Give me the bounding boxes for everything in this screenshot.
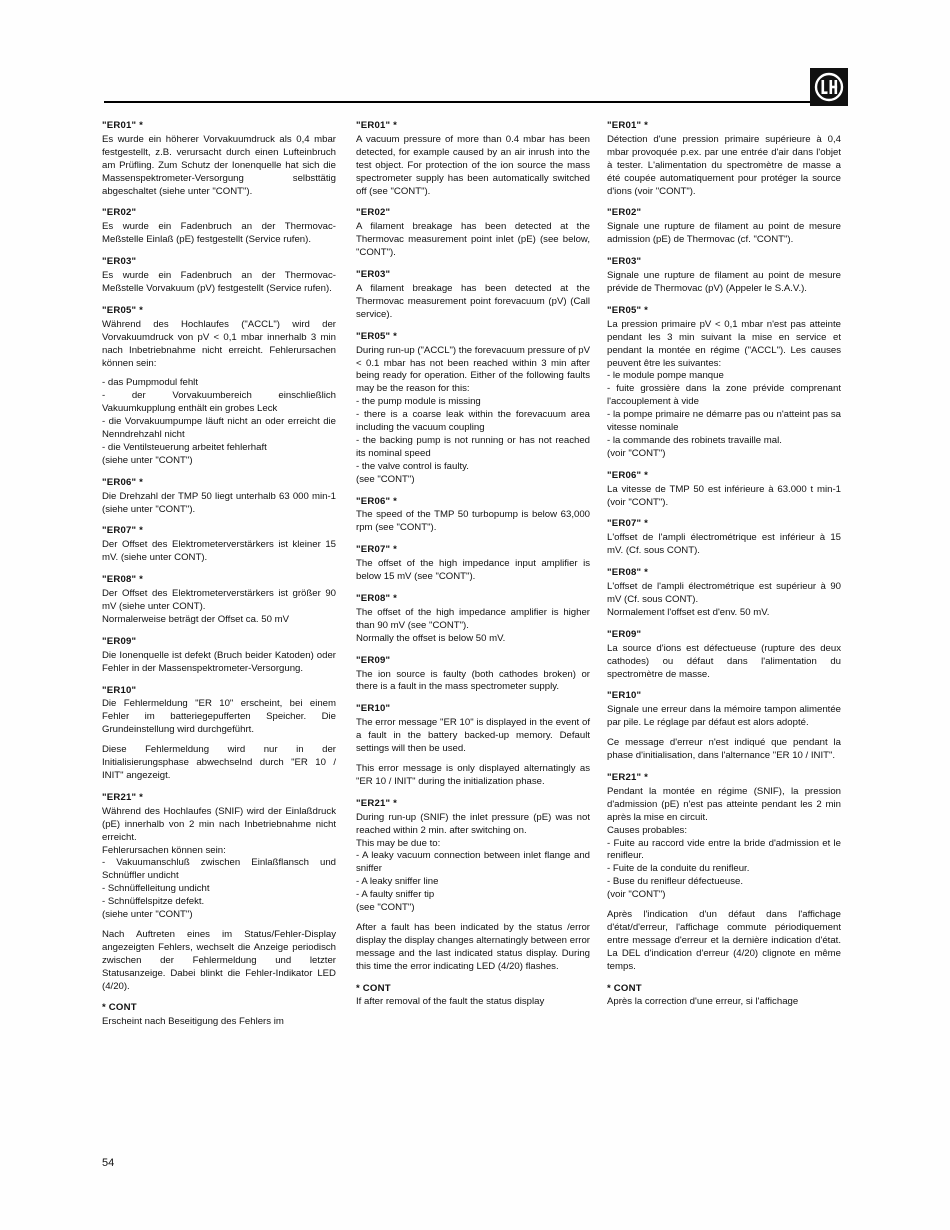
error-description: Die Fehlermeldung "ER 10" erscheint, bei einem Fehler im batteriegepufferten Speicher. Die Grundeinstellung wird durchgeführt. [102, 698, 336, 736]
paragraph-gap [102, 370, 336, 377]
error-code: "ER09" [356, 654, 391, 666]
error-entry [102, 256, 336, 296]
error-description: Es wurde ein Fadenbruch an der Thermovac-Meßstelle Vorvakuum (pV) festgestellt (Service rufen). [102, 270, 336, 294]
error-entry [607, 120, 841, 198]
error-entry [607, 470, 841, 510]
error-description: A filament breakage has been detected at the Thermovac measurement point inlet (pE) (see below, "CONT"). [356, 221, 590, 259]
paragraph-gap [356, 756, 590, 763]
error-description: The error message "ER 10" is displayed in the event of a fault in the battery backed-up memory. Default settings will then be used. [356, 717, 590, 755]
error-entry [356, 207, 590, 260]
error-code: "ER03" [102, 256, 137, 268]
error-description: Après la correction d'une erreur, si l'affichage [607, 996, 799, 1008]
error-entry [607, 983, 841, 1010]
error-description: Signale une rupture de filament au point de mesure prévide de Thermovac (pV) (Appeler le S.A.V.). [607, 270, 841, 294]
error-code: * CONT [356, 982, 391, 994]
error-entry [356, 496, 590, 536]
error-entry [102, 636, 336, 676]
error-code: "ER09" [607, 628, 642, 640]
error-entry [607, 772, 841, 974]
error-entry [102, 525, 336, 565]
error-entry [102, 477, 336, 517]
error-code: "ER07" * [607, 518, 649, 530]
error-entry [356, 703, 590, 788]
error-entry [607, 518, 841, 558]
error-entry [102, 792, 336, 994]
error-entry [102, 574, 336, 627]
error-description: The speed of the TMP 50 turbopump is below 63,000 rpm (see "CONT"). [356, 509, 590, 534]
error-description: Die Drehzahl der TMP 50 liegt unterhalb 63 000 min-1 (siehe unter "CONT"). [102, 490, 336, 515]
error-code: "ER03" [607, 256, 642, 268]
error-entry [607, 567, 841, 620]
error-description: La vitesse de TMP 50 est inférieure à 63.000 t min-1 (voir "CONT"). [607, 483, 841, 508]
error-entry [356, 269, 590, 322]
error-entry [607, 690, 841, 763]
error-entry [607, 629, 841, 682]
error-code: "ER06" * [607, 469, 649, 481]
error-description: L'offset de l'ampli électrométrique est inférieur à 15 mV. (Cf. sous CONT). [607, 532, 841, 557]
error-description: If after removal of the fault the status display [356, 996, 545, 1008]
error-entry [356, 120, 590, 198]
error-code: "ER10" [102, 684, 137, 696]
error-entry [102, 305, 336, 468]
paragraph-gap [607, 730, 841, 737]
error-description: Es wurde ein höherer Vorvakuumdruck als 0,4 mbar festgestellt, z.B. verursacht durch einen Lufteinbruch am Prüfling. Zum Schutz der Ionenquelle hat sich die Massenspektrometer-Versorgung selbsttätig abgeschaltet (siehe unter "CONT"). [102, 133, 336, 197]
error-entry [607, 256, 841, 296]
paragraph-gap [102, 922, 336, 929]
error-code: "ER09" [102, 635, 137, 647]
column-french [607, 120, 841, 1018]
error-code: "ER07" * [356, 544, 398, 556]
error-description: La source d'ions est défectueuse (rupture des deux cathodes) ou défaut dans l'alimentation du spectromètre de masse. [607, 642, 841, 680]
error-description: Après l'indication d'un défaut dans l'affichage d'état/d'erreur, l'affichage commute périodiquement entre message d'erreur et la dernière indication d'état. La DEL d'indication d'erreur (4/20) clignote en même temps. [607, 909, 841, 972]
error-description: Erscheint nach Beseitigung des Fehlers im [102, 1016, 284, 1028]
error-entry [102, 1002, 336, 1029]
error-entry [356, 544, 590, 584]
paragraph-gap [356, 915, 590, 922]
error-code: "ER01" * [356, 120, 398, 131]
error-entry [356, 593, 590, 646]
error-code: "ER01" * [102, 120, 144, 131]
page-number: 54 [102, 1157, 115, 1169]
error-code: "ER01" * [607, 120, 649, 131]
error-code: "ER08" * [356, 593, 398, 604]
error-code: "ER08" * [102, 574, 144, 586]
error-description: Signale une rupture de filament au point de mesure admission (pE) de Thermovac (cf. "CONT"). [607, 221, 841, 246]
error-description: L'offset de l'ampli électrométrique est supérieur à 90 mV (Cf. sous CONT). Normalement l'offset est d'env. 50 mV. [607, 581, 841, 618]
error-description: La pression primaire pV < 0,1 mbar n'est pas atteinte pendant les 3 min suivant la mise en service et pendant la montée en régime ("ACCL"). Les causes peuvent être les suivantes: - le module pompe manque - fuite grossière dans la zone prévide comprenant l'accouplement à vide - la pompe primaire ne démarre pas ou n'atteint pas sa vitesse nominale - la commande des robinets travaille mal. (voir "CONT") [607, 318, 841, 459]
error-description: Diese Fehlermeldung wird nur in der Initialisierungsphase abwechselnd durch "ER 10 / INIT" angezeigt. [102, 744, 336, 781]
error-entry [102, 685, 336, 783]
error-description: Nach Auftreten eines im Status/Fehler-Display angezeigten Fehlers, wechselt die Anzeige periodisch zwischen der Fehlermeldung und letzter Statusanzeige. Dabei blinkt die Fehler-Indikator LED (4/20). [102, 928, 336, 992]
error-description: Der Offset des Elektrometerverstärkers ist größer 90 mV (siehe unter CONT). Normalerweise beträgt der Offset ca. 50 mV [102, 588, 336, 625]
error-description: Während des Hochlaufes (SNIF) wird der Einlaßdruck (pE) innerhalb von 2 min nach Inbetriebnahme nicht erreicht. Fehlerursachen können sein: - Vakuumanschluß zwischen Einlaßflansch und Schnüffler undicht - Schnüffelleitung undicht - Schnüffelspitze defekt. (siehe unter "CONT") [102, 805, 336, 921]
error-code: "ER07" * [102, 525, 144, 537]
error-code: "ER02" [607, 207, 642, 219]
error-description: Détection d'une pression primaire supérieure à 0,4 mbar provoquée p.ex. par une entrée d'air dans l'objet à tester. L'alimentation du spectromètre de masse a été coupée automatiquement pour protéger la source d'ions (voir "CONT"). [607, 133, 841, 197]
error-description: The offset of the high impedance amplifier is higher than 90 mV (see "CONT"). Normally the offset is below 50 mV. [356, 606, 590, 644]
error-description: Der Offset des Elektrometerverstärkers ist kleiner 15 mV. (siehe unter CONT). [102, 539, 336, 564]
error-description: The offset of the high impedance input amplifier is below 15 mV (see "CONT"). [356, 558, 590, 583]
error-code: "ER06" * [356, 495, 398, 507]
error-code: * CONT [102, 1002, 137, 1014]
error-entry [356, 798, 590, 974]
error-code: "ER21" * [356, 797, 398, 809]
error-code: "ER06" * [102, 476, 144, 488]
error-code: "ER05" * [356, 330, 398, 342]
error-entry [356, 331, 590, 487]
error-description: During run-up (SNIF) the inlet pressure (pE) was not reached within 2 min. after switching on. This may be due to: - A leaky vacuum connection between inlet flange and sniffer - A leaky sniffer line - A faulty sniffer tip (see "CONT") [356, 811, 590, 914]
error-entry [356, 983, 590, 1010]
error-description: Während des Hochlaufes ("ACCL") wird der Vorvakuumdruck von pV < 0,1 mbar innerhalb 3 min nach Inbetriebnahme nicht erreicht. Fehlerursachen können sein: [102, 318, 336, 369]
paragraph-gap [102, 737, 336, 744]
error-description: Signale une erreur dans la mémoire tampon alimentée par pile. Le réglage par défaut est alors adopté. [607, 704, 841, 729]
column-english [356, 120, 590, 1018]
error-entry [102, 207, 336, 247]
error-entry [607, 305, 841, 461]
error-entry [607, 207, 841, 247]
error-code: "ER03" [356, 269, 391, 281]
error-description: During run-up ("ACCL") the forevacuum pressure of pV < 0.1 mbar has not been reached within 3 min after being ready for operation. Either of the following faults may be the reason for this: - the pump module is missing - there is a coarse leak within the forevacuum area including the vacuum coupling - the backing pump is not running or has not reached its nominal speed - the valve control is faulty. (see "CONT") [356, 344, 590, 485]
error-code: "ER10" [356, 703, 391, 715]
error-code: "ER21" * [102, 791, 144, 803]
error-description: A vacuum pressure of more than 0.4 mbar has been detected, for example caused by an air inrush into the test object. For protection of the ion source the mass spectrometer supply has been automatically switched off (see "CONT"). [356, 133, 590, 197]
error-code: "ER02" [102, 207, 137, 219]
error-description: Pendant la montée en régime (SNIF), la pression d'admission (pE) n'est pas atteinte pendant les 2 min après la mise en circuit. Causes probables: - Fuite au raccord vide entre la bride d'admission et le renifleur. - Fuite de la conduite du renifleur. - Buse du renifleur défectueuse. (voir "CONT") [607, 785, 841, 901]
error-description: Die Ionenquelle ist defekt (Bruch beider Katoden) oder Fehler in der Massenspektrometer-Versorgung. [102, 649, 336, 674]
error-code: "ER05" * [102, 304, 144, 316]
error-description: After a fault has been indicated by the status /error display the display changes alternatingly between error message and the last indicated status display. During this time the error indicating LED (4/20) flashes. [356, 921, 590, 972]
error-code: * CONT [607, 982, 642, 994]
error-description: A filament breakage has been detected at the Thermovac measurement point forevacuum (pV) (Call service). [356, 282, 590, 320]
lh-logo-icon [810, 68, 848, 106]
error-description: Ce message d'erreur n'est indiqué que pendant la phase d'initialisation, dans l'alternance "ER 10 / INIT". [607, 737, 841, 762]
error-entry [356, 655, 590, 695]
error-description: - das Pumpmodul fehlt - der Vorvakuumbereich einschließlich Vakuumkupplung enthält ein grobes Leck - die Vorvakuumpumpe läuft nicht an oder erreicht die Nenndrehzahl nicht - die Ventilsteuerung arbeitet fehlerhaft (siehe unter "CONT") [102, 377, 336, 466]
column-german [102, 120, 336, 1038]
header-rule [104, 101, 846, 103]
error-code: "ER10" [607, 690, 642, 702]
error-code: "ER05" * [607, 304, 649, 316]
error-description: Es wurde ein Fadenbruch an der Thermovac-Meßstelle Einlaß (pE) festgestellt (Service rufen). [102, 221, 336, 246]
error-code: "ER08" * [607, 567, 649, 579]
error-description: This error message is only displayed alternatingly as "ER 10 / INIT" during the initialization phase. [356, 762, 590, 787]
paragraph-gap [607, 902, 841, 909]
error-entry [102, 120, 336, 198]
error-code: "ER21" * [607, 771, 649, 783]
error-code: "ER02" [356, 207, 391, 219]
error-description: The ion source is faulty (both cathodes broken) or there is a fault in the mass spectrometer supply. [356, 668, 590, 693]
